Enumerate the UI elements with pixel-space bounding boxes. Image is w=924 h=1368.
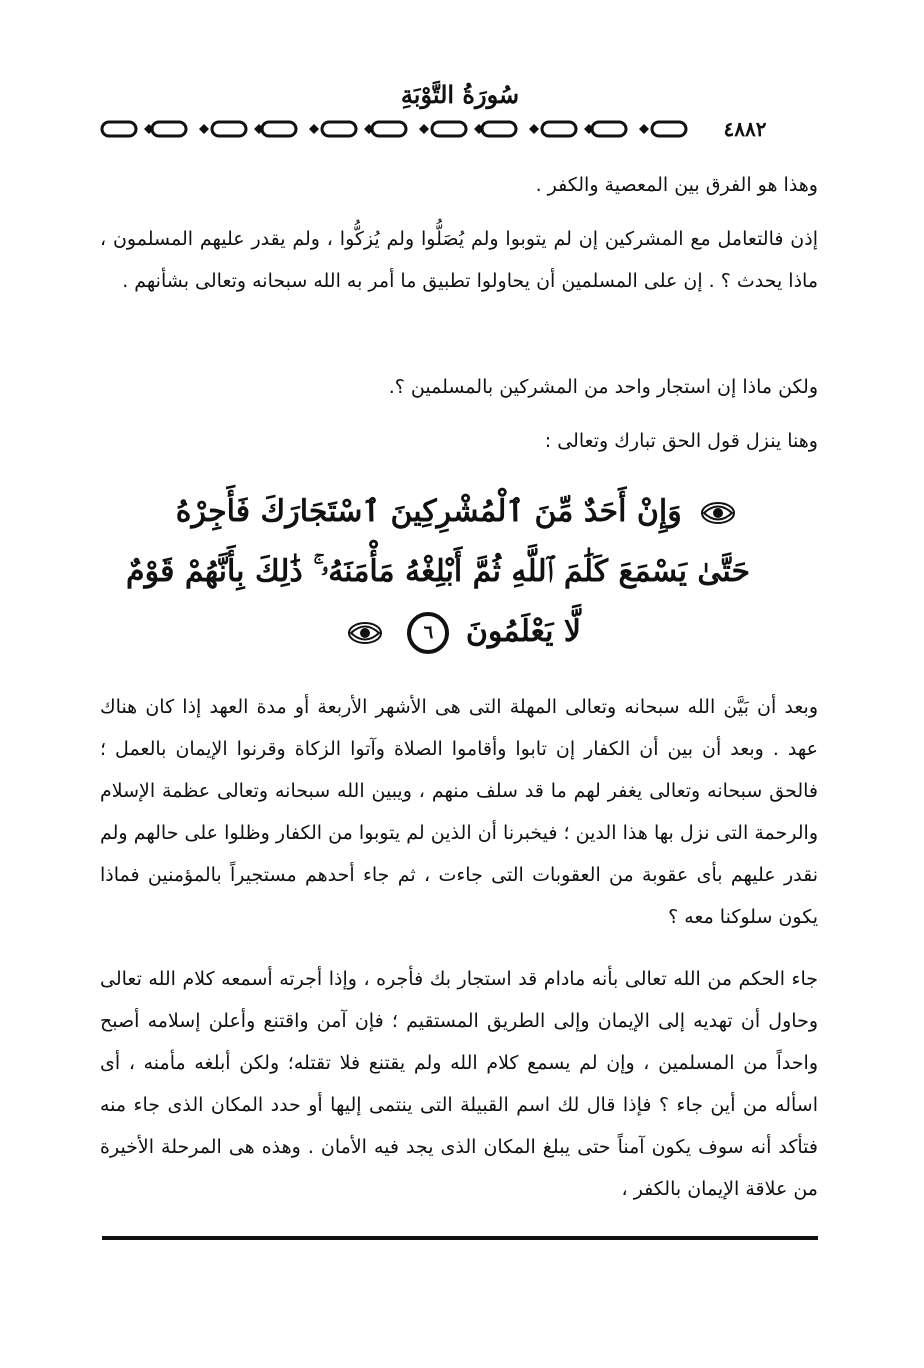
paragraph-3: ولكن ماذا إن استجار واحد من المشركين بالمسلمين ؟. <box>388 376 818 398</box>
page-number: ٤٨٨٢ <box>690 112 800 146</box>
verse-line-1 <box>170 482 750 542</box>
surah-title: سُورَةُ التَّوْبَةِ <box>400 80 520 109</box>
paragraph-6: جاء الحكم من الله تعالى بأنه مادام قد استجار بك فأجره ، وإذا أجرته أسمعه كلام الله تعالى وحاول أن تهديه إلى الإيمان وإلى الطريق المستقيم ؛ فإن آمن واقتنع وأعلن إسلامه أصبح واحداً من المسلمين ، وإن لم يسمع كلام الله ولم يقتنع فلا تقتله؛ ولكن أبلغه مأمنه ، أى اسأله من أين جاء ؟ فإذا قال لك اسم القبيلة التى ينتمى إليها أو حدد المكان الذى جاء منه فتأكد أنه سوف يكون آمناً حتى يبلغ المكان الذى يجد فيه الأمان . وهذه هى المرحلة الأخيرة من علاقة الإيمان بالكفر ، <box>100 968 818 1200</box>
paragraph-4: وهنا ينزل قول الحق تبارك وتعالى : <box>544 430 818 452</box>
verse-opening-ornament-icon <box>698 498 738 528</box>
paragraph-1: وهذا هو الفرق بين المعصية والكفر . <box>535 174 818 196</box>
paragraph-5: وبعد أن بَيَّن الله سبحانه وتعالى المهلة التى هى الأشهر الأربعة أو مدة العهد إذا كان هناك عهد . وبعد أن بين أن الكفار إن تابوا وأقاموا الصلاة وآتوا الزكاة وقرنوا الإيمان بالعمل ؛ فالحق سبحانه وتعالى يغفر لهم ما قد سلف منهم ، ويبين الله سبحانه وتعالى عظمة الإسلام والرحمة التى نزل بها هذا الدين ؛ فيخبرنا أن الذين لم يتوبوا من الكفار وظلوا على حالهم ولم نقدر عليهم بأى عقوبة من العقوبات التى جاءت ، ثم جاء أحدهم مستجيراً بالمؤمنين فماذا يكون سلوكنا معه ؟ <box>100 696 818 928</box>
verse-line-2: حَتَّىٰ يَسْمَعَ كَلَٰمَ ٱللَّهِ ثُمَّ أَبْلِغْهُ مَأْمَنَهُۥ ۚ ذَٰلِكَ بِأَنَّهُمْ قَوْمٌ <box>126 554 750 589</box>
quran-verse <box>126 482 750 672</box>
verse-line-3-text: لَّا يَعْلَمُونَ <box>465 614 582 649</box>
running-header <box>380 70 540 120</box>
verse-line-1-text: وَإِنْ أَحَدٌ مِّنَ ٱلْمُشْرِكِينَ ٱسْتَجَارَكَ فَأَجِرْهُ <box>175 494 682 529</box>
verse-number: ٦ <box>407 612 449 654</box>
verse-closing-ornament-icon <box>345 618 385 648</box>
bottom-rule <box>102 1236 818 1240</box>
paragraph-2: إذن فالتعامل مع المشركين إن لم يتوبوا ولم يُصَلُّوا ولم يُزكُّوا ، ولم يقدر عليهم المسلمون ، ماذا يحدث ؟ . إن على المسلمين أن يحاولوا تطبيق ما أمر به الله سبحانه وتعالى بشأنهم . <box>100 228 818 292</box>
verse-line-3 <box>170 602 750 662</box>
